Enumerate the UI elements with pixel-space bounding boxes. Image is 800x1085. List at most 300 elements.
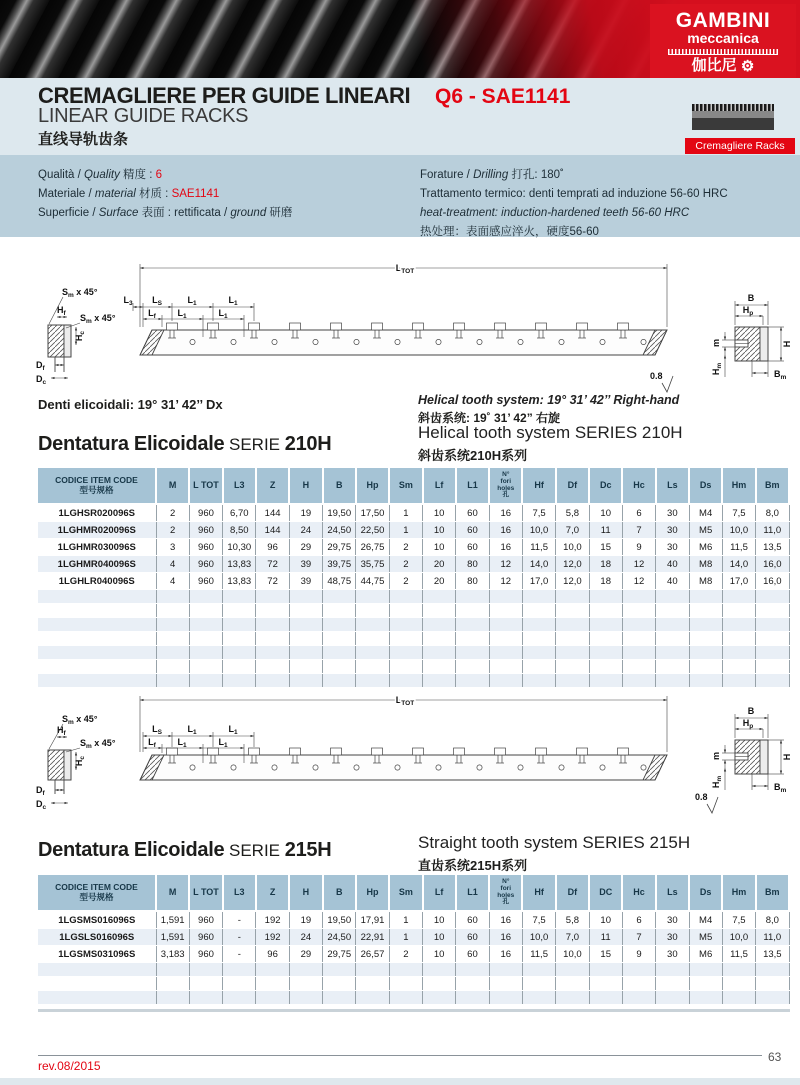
dim-ls: $L_S$ <box>152 724 162 736</box>
value-cell: 5,8 <box>556 911 589 929</box>
dim-dc: $D_c$ <box>36 374 47 386</box>
value-cell: 72 <box>256 573 289 590</box>
value-cell: 960 <box>189 504 222 522</box>
value-cell: 12,0 <box>556 556 589 573</box>
value-cell: 144 <box>256 504 289 522</box>
value-cell: 16 <box>489 929 522 946</box>
value-cell: 2 <box>389 539 422 556</box>
value-cell: 11 <box>589 522 622 539</box>
column-header: Ds <box>689 468 722 504</box>
value-cell: 7 <box>622 522 655 539</box>
value-cell: 10,0 <box>722 522 755 539</box>
value-cell: 29 <box>289 946 322 963</box>
value-cell: 10 <box>423 539 456 556</box>
value-cell: 10 <box>423 522 456 539</box>
empty-row <box>38 646 789 660</box>
value-cell: 72 <box>256 556 289 573</box>
dim-ltot: $L_{TOT}$ <box>395 263 415 275</box>
value-cell: 10,0 <box>522 929 555 946</box>
column-header: N° fori holes 孔 <box>489 468 522 504</box>
page-number: 63 <box>768 1050 782 1064</box>
column-header: L1 <box>456 468 489 504</box>
value-cell: 20 <box>423 556 456 573</box>
column-header: Hm <box>722 875 755 911</box>
value-cell: - <box>223 929 256 946</box>
item-code-cell: 1LGHMR020096S <box>38 522 156 539</box>
value-cell: M5 <box>689 929 722 946</box>
column-header: Sm <box>389 468 422 504</box>
value-cell: 10 <box>589 911 622 929</box>
item-code-cell: 1LGSMS031096S <box>38 946 156 963</box>
value-cell: 1 <box>389 911 422 929</box>
spec-quality: Qualità / Quality 精度 : 6 <box>38 169 163 181</box>
dim-l1: $L_1$ <box>177 737 187 749</box>
dim-hm: $H_m$ <box>711 362 723 376</box>
material-code: Q6 - SAE1141 <box>435 85 571 108</box>
value-cell: 16 <box>489 911 522 929</box>
surface-finish-value: 0.8 <box>650 371 663 381</box>
specs-band <box>0 155 800 237</box>
value-cell: M8 <box>689 573 722 590</box>
column-header: N° fori holes 孔 <box>489 875 522 911</box>
brand-subname: meccanica <box>687 30 759 46</box>
value-cell: 13,83 <box>223 573 256 590</box>
value-cell: 19 <box>289 504 322 522</box>
value-cell: 144 <box>256 522 289 539</box>
section-title-210h: Dentatura Elicoidale SERIE 210H <box>38 433 332 455</box>
value-cell: 9 <box>622 539 655 556</box>
rack-drawing-215h <box>0 690 800 840</box>
value-cell: 14,0 <box>722 556 755 573</box>
dim-l1: $L_1$ <box>218 308 228 320</box>
column-header: Hf <box>522 468 555 504</box>
header-row <box>38 468 789 504</box>
value-cell: 10 <box>423 911 456 929</box>
rack-bar <box>140 330 667 355</box>
empty-row <box>38 590 789 604</box>
value-cell: 16 <box>489 504 522 522</box>
dim-b: B <box>747 706 755 716</box>
dim-h: H <box>782 340 792 348</box>
value-cell: 19,50 <box>323 504 356 522</box>
dim-m: m <box>711 751 721 761</box>
column-header: Hc <box>622 468 655 504</box>
value-cell: 12,0 <box>556 573 589 590</box>
value-cell: 2 <box>156 504 189 522</box>
value-cell: 6 <box>622 911 655 929</box>
value-cell: 6 <box>622 504 655 522</box>
value-cell: 17,50 <box>356 504 389 522</box>
value-cell: 48,75 <box>323 573 356 590</box>
value-cell: 13,83 <box>223 556 256 573</box>
value-cell: 1 <box>389 522 422 539</box>
empty-row <box>38 977 789 991</box>
series-210h-table <box>38 468 790 688</box>
value-cell: 13,5 <box>756 539 789 556</box>
value-cell: 10,0 <box>556 539 589 556</box>
value-cell: 12 <box>622 573 655 590</box>
value-cell: 11 <box>589 929 622 946</box>
page-title-zh: 直线导轨齿条 <box>38 131 129 148</box>
value-cell: 80 <box>456 556 489 573</box>
product-tag: Cremagliere Racks <box>685 138 795 154</box>
dim-df: $D_f$ <box>36 785 45 797</box>
spec-surface: Superficie / Surface 表面 : rettificata / ground 研磨 <box>38 207 293 219</box>
header-photo <box>0 0 800 78</box>
section-title-215h-zh: 直齿系统215H系列 <box>418 858 528 873</box>
column-header: Hf <box>522 875 555 911</box>
dim-l1: $L_1$ <box>228 724 238 736</box>
value-cell: - <box>223 946 256 963</box>
table-row <box>38 539 789 556</box>
dim-sm-45-top: $S_m$ x 45° <box>62 714 98 726</box>
dim-ltot: $L_{TOT}$ <box>395 695 415 707</box>
value-cell: 8,50 <box>223 522 256 539</box>
value-cell: 11,5 <box>522 539 555 556</box>
table-row <box>38 522 789 539</box>
tooth-note-it: Denti elicoidali: 19° 31’ 42’’ Dx <box>38 397 223 412</box>
page-title-it: CREMAGLIERE PER GUIDE LINEARI <box>38 83 411 108</box>
column-header: L1 <box>456 875 489 911</box>
value-cell: 12 <box>489 556 522 573</box>
value-cell: 3 <box>156 539 189 556</box>
item-code-cell: 1LGHMR040096S <box>38 556 156 573</box>
dim-hm: $H_m$ <box>711 775 723 789</box>
value-cell: 24,50 <box>323 522 356 539</box>
column-header: Bm <box>756 468 789 504</box>
right-section <box>707 714 784 813</box>
right-section <box>662 301 784 392</box>
spec-drilling: Forature / Drilling 打孔: 180˚ <box>420 169 564 181</box>
value-cell: 2 <box>389 573 422 590</box>
value-cell: 16 <box>489 539 522 556</box>
tooth-note-en: Helical tooth system: 19° 31’ 42’’ Right-hand <box>418 393 680 407</box>
value-cell: 2 <box>389 946 422 963</box>
value-cell: 960 <box>189 911 222 929</box>
page-bottom-strip <box>0 1078 800 1085</box>
value-cell: 22,50 <box>356 522 389 539</box>
column-header: Z <box>256 875 289 911</box>
dim-sm-45-inner: $S_m$ x 45° <box>80 313 116 325</box>
item-code-cell: 1LGHMR030096S <box>38 539 156 556</box>
value-cell: 5,8 <box>556 504 589 522</box>
value-cell: 192 <box>256 911 289 929</box>
dim-l1: $L_1$ <box>228 295 238 307</box>
value-cell: 1,591 <box>156 929 189 946</box>
value-cell: 7,5 <box>722 504 755 522</box>
value-cell: 22,91 <box>356 929 389 946</box>
value-cell: 96 <box>256 946 289 963</box>
footer-divider <box>38 1055 762 1056</box>
value-cell: - <box>223 911 256 929</box>
column-header: Bm <box>756 875 789 911</box>
brand-name: GAMBINI <box>675 9 771 32</box>
value-cell: 10 <box>589 504 622 522</box>
table-row <box>38 573 789 590</box>
dim-l1: $L_1$ <box>187 295 197 307</box>
quality-value: 6 <box>155 169 163 181</box>
section-divider <box>38 1009 790 1012</box>
value-cell: 19 <box>289 911 322 929</box>
dim-m: m <box>711 338 721 348</box>
column-header: CODICE ITEM CODE 型号规格 <box>38 875 156 911</box>
value-cell: 40 <box>656 556 689 573</box>
empty-row <box>38 991 789 1005</box>
dim-dc: $D_c$ <box>36 799 47 811</box>
dim-hc: $H_c$ <box>74 755 86 767</box>
value-cell: 16 <box>489 946 522 963</box>
value-cell: 4 <box>156 573 189 590</box>
column-header: M <box>156 468 189 504</box>
column-header: Hm <box>722 468 755 504</box>
column-header: M <box>156 875 189 911</box>
value-cell: 17,0 <box>522 573 555 590</box>
value-cell: 12 <box>622 556 655 573</box>
value-cell: M6 <box>689 946 722 963</box>
value-cell: 24 <box>289 929 322 946</box>
spec-heat-zh: 热处理：表面感应淬火，硬度56-60 <box>420 226 599 238</box>
value-cell: 3,183 <box>156 946 189 963</box>
rack-product-image <box>692 104 774 130</box>
column-header: Hc <box>622 875 655 911</box>
value-cell: 9 <box>622 946 655 963</box>
section-title-210h-en: Helical tooth system SERIES 210H <box>418 423 683 442</box>
value-cell: 11,5 <box>722 946 755 963</box>
empty-row <box>38 632 789 646</box>
dim-hp: $H_p$ <box>742 305 754 317</box>
value-cell: 10,30 <box>223 539 256 556</box>
value-cell: 960 <box>189 573 222 590</box>
value-cell: 192 <box>256 929 289 946</box>
gear-icon: ⚙ <box>740 58 755 76</box>
value-cell: 960 <box>189 539 222 556</box>
column-header: Sm <box>389 875 422 911</box>
value-cell: 8,0 <box>756 504 789 522</box>
dim-hf: $H_f$ <box>57 305 66 317</box>
value-cell: 7,0 <box>556 929 589 946</box>
table-row <box>38 504 789 522</box>
value-cell: 26,75 <box>356 539 389 556</box>
value-cell: M4 <box>689 911 722 929</box>
material-value: SAE1141 <box>171 188 220 200</box>
value-cell: 8,0 <box>756 911 789 929</box>
empty-row <box>38 674 789 688</box>
value-cell: 29 <box>289 539 322 556</box>
specs-right <box>420 166 728 242</box>
value-cell: 30 <box>656 929 689 946</box>
value-cell: 13,5 <box>756 946 789 963</box>
value-cell: 11,0 <box>756 522 789 539</box>
value-cell: 10,0 <box>556 946 589 963</box>
value-cell: 18 <box>589 556 622 573</box>
value-cell: 16 <box>489 522 522 539</box>
column-header: L3 <box>223 468 256 504</box>
tooth-note-zh: 斜齿系统: 19˚ 31’ 42” 右旋 <box>418 411 561 425</box>
value-cell: 29,75 <box>323 539 356 556</box>
empty-row <box>38 660 789 674</box>
header-row <box>38 875 789 911</box>
column-header: Dc <box>589 468 622 504</box>
column-header: B <box>323 875 356 911</box>
value-cell: 17,91 <box>356 911 389 929</box>
column-header: Z <box>256 468 289 504</box>
value-cell: 7,5 <box>522 504 555 522</box>
specs-left <box>38 166 292 223</box>
value-cell: 30 <box>656 946 689 963</box>
value-cell: M5 <box>689 522 722 539</box>
value-cell: 30 <box>656 504 689 522</box>
dim-b: B <box>747 293 755 303</box>
section-title-210h-zh: 斜齿系统210H系列 <box>418 448 528 463</box>
brand-logo <box>650 4 796 83</box>
value-cell: 60 <box>456 522 489 539</box>
spec-heat-it: Trattamento termico: denti temprati ad induzione 56-60 HRC <box>420 188 728 200</box>
column-header: L3 <box>223 875 256 911</box>
column-header: H <box>289 875 322 911</box>
value-cell: 7,5 <box>522 911 555 929</box>
value-cell: 7,5 <box>722 911 755 929</box>
dim-lf: $L_f$ <box>148 737 156 749</box>
value-cell: 2 <box>156 522 189 539</box>
value-cell: M6 <box>689 539 722 556</box>
value-cell: 2 <box>389 556 422 573</box>
value-cell: 15 <box>589 539 622 556</box>
value-cell: 44,75 <box>356 573 389 590</box>
value-cell: 39 <box>289 556 322 573</box>
revision-label: rev.08/2015 <box>38 1059 101 1073</box>
value-cell: 29,75 <box>323 946 356 963</box>
dim-ls: $L_S$ <box>152 295 162 307</box>
item-code-cell: 1LGSLS016096S <box>38 929 156 946</box>
value-cell: 15 <box>589 946 622 963</box>
column-header: DC <box>589 875 622 911</box>
spec-heat-en: heat-treatment: induction-hardened teeth 56-60 HRC <box>420 207 690 219</box>
value-cell: 39,75 <box>323 556 356 573</box>
dim-sm-45-top: $S_m$ x 45° <box>62 287 98 299</box>
value-cell: 40 <box>656 573 689 590</box>
value-cell: 960 <box>189 522 222 539</box>
page-title-en: LINEAR GUIDE RACKS <box>38 105 249 127</box>
column-header: Lf <box>423 875 456 911</box>
dim-lf: $L_f$ <box>148 308 156 320</box>
column-header: CODICE ITEM CODE 型号规格 <box>38 468 156 504</box>
value-cell: 10 <box>423 504 456 522</box>
value-cell: 39 <box>289 573 322 590</box>
value-cell: M8 <box>689 556 722 573</box>
value-cell: 30 <box>656 522 689 539</box>
dim-h: H <box>782 753 792 761</box>
title-band <box>0 78 800 155</box>
value-cell: 16,0 <box>756 573 789 590</box>
dim-hf: $H_f$ <box>57 725 66 737</box>
value-cell: 24,50 <box>323 929 356 946</box>
section-title-215h-en: Straight tooth system SERIES 215H <box>418 833 691 852</box>
value-cell: 960 <box>189 946 222 963</box>
value-cell: 30 <box>656 911 689 929</box>
dim-df: $D_f$ <box>36 360 45 372</box>
rack-teeth-divider <box>668 49 778 55</box>
column-header: Ds <box>689 875 722 911</box>
column-header: Lf <box>423 468 456 504</box>
dim-l1: $L_1$ <box>218 737 228 749</box>
value-cell: 19,50 <box>323 911 356 929</box>
column-header: Df <box>556 468 589 504</box>
column-header: Hp <box>356 875 389 911</box>
column-header: Hp <box>356 468 389 504</box>
value-cell: 30 <box>656 539 689 556</box>
column-header: L TOT <box>189 875 222 911</box>
value-cell: 960 <box>189 556 222 573</box>
dim-l1: $L_1$ <box>177 308 187 320</box>
value-cell: 7,0 <box>556 522 589 539</box>
value-cell: 60 <box>456 929 489 946</box>
value-cell: M4 <box>689 504 722 522</box>
value-cell: 1 <box>389 504 422 522</box>
table-row <box>38 946 789 963</box>
value-cell: 20 <box>423 573 456 590</box>
item-code-cell: 1LGHSR020096S <box>38 504 156 522</box>
value-cell: 960 <box>189 929 222 946</box>
empty-row <box>38 963 789 977</box>
value-cell: 80 <box>456 573 489 590</box>
dim-l3: $L_3$ <box>123 295 133 307</box>
value-cell: 26,57 <box>356 946 389 963</box>
value-cell: 17,0 <box>722 573 755 590</box>
dim-bm: $B_m$ <box>774 782 787 794</box>
value-cell: 11,0 <box>756 929 789 946</box>
value-cell: 10 <box>423 946 456 963</box>
value-cell: 60 <box>456 946 489 963</box>
section-title-215h: Dentatura Elicoidale SERIE 215H <box>38 839 332 861</box>
value-cell: 4 <box>156 556 189 573</box>
brand-name-zh: 伽比尼 ⚙ <box>691 57 755 76</box>
table-row <box>38 911 789 929</box>
value-cell: 1,591 <box>156 911 189 929</box>
column-header: Df <box>556 875 589 911</box>
value-cell: 35,75 <box>356 556 389 573</box>
value-cell: 96 <box>256 539 289 556</box>
value-cell: 24 <box>289 522 322 539</box>
value-cell: 11,5 <box>722 539 755 556</box>
value-cell: 18 <box>589 573 622 590</box>
dim-bm: $B_m$ <box>774 369 787 381</box>
value-cell: 10 <box>423 929 456 946</box>
column-header: Ls <box>656 468 689 504</box>
dim-sm-45-inner: $S_m$ x 45° <box>80 738 116 750</box>
rack-bar <box>140 755 667 780</box>
dim-hp: $H_p$ <box>742 718 754 730</box>
value-cell: 60 <box>456 504 489 522</box>
value-cell: 10,0 <box>522 522 555 539</box>
spec-material: Materiale / material 材质 : SAE1141 <box>38 188 220 200</box>
value-cell: 60 <box>456 911 489 929</box>
value-cell: 60 <box>456 539 489 556</box>
value-cell: 11,5 <box>522 946 555 963</box>
value-cell: 16,0 <box>756 556 789 573</box>
column-header: Ls <box>656 875 689 911</box>
value-cell: 12 <box>489 573 522 590</box>
item-code-cell: 1LGHLR040096S <box>38 573 156 590</box>
column-header: H <box>289 468 322 504</box>
empty-row <box>38 604 789 618</box>
column-header: B <box>323 468 356 504</box>
value-cell: 10,0 <box>722 929 755 946</box>
value-cell: 6,70 <box>223 504 256 522</box>
table-row <box>38 929 789 946</box>
table-row <box>38 556 789 573</box>
value-cell: 14,0 <box>522 556 555 573</box>
surface-finish-value: 0.8 <box>695 792 708 802</box>
